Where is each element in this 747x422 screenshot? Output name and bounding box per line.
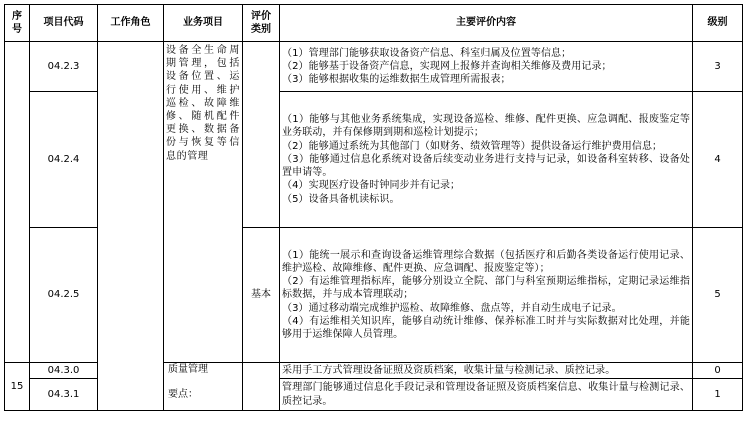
header-seq: 序 号 bbox=[5, 5, 30, 42]
content-cell bbox=[280, 228, 693, 363]
content-cell bbox=[280, 42, 693, 92]
seq-cell bbox=[5, 42, 30, 363]
header-row bbox=[5, 5, 743, 42]
code-cell: 04.3.0 bbox=[30, 363, 98, 379]
content-line: （5）设备具备机读标识。 bbox=[282, 193, 400, 205]
code-cell: 04.2.4 bbox=[30, 92, 98, 228]
content-cell bbox=[280, 92, 693, 228]
seq-cell: 15 bbox=[5, 363, 30, 411]
code-cell: 04.3.1 bbox=[30, 379, 98, 411]
business-cell: 设备全生命周期管理，包括设备位置、运行使用、维护巡检、故障维修、随机配件更换、数据备份与恢复等信息的管理 bbox=[164, 42, 243, 363]
content-line: （3）能够根据收集的运维数据生成管理所需报表； bbox=[282, 74, 511, 86]
content-line: （2）能够基于设备资产信息，实现网上报修并查询相关维修及费用记录； bbox=[282, 60, 612, 72]
content-line: （3）能够通过信息化系统对设备后续变动业务进行支持与记录，如设备科室转移、设备处置申请等。 bbox=[282, 153, 690, 179]
code-cell: 04.2.3 bbox=[30, 42, 98, 92]
content-cell bbox=[280, 363, 693, 379]
content-line: 管理部门能够通过信息化手段记录和管理设备证照及资质档案信息、收集计量与检测记录、质控记录。 bbox=[282, 382, 690, 407]
role-cell bbox=[98, 42, 164, 411]
level-cell: 1 bbox=[693, 379, 743, 411]
content-line: （2）能够通过系统为其他部门（如财务、绩效管理等）提供设备运行维护费用信息； bbox=[282, 140, 663, 152]
level-cell: 3 bbox=[693, 42, 743, 92]
content-line: 采用手工方式管理设备证照及资质档案，收集计量与检测记录、质控记录。 bbox=[282, 364, 616, 376]
content-line: （1）管理部门能够获取设备资产信息、科室归属及位置等信息； bbox=[282, 47, 572, 59]
business-title: 质量管理 bbox=[168, 364, 208, 375]
header-role: 工作角色 bbox=[98, 5, 164, 42]
code-cell: 04.2.5 bbox=[30, 228, 98, 363]
content-line: （1）能统一展示和查询设备运维管理综合数据（包括医疗和后勤各类设备运行使用记录、维护巡检、故障维修、配件更换、应急调配、报废鉴定等）； bbox=[282, 249, 690, 274]
business-cell bbox=[164, 363, 243, 411]
level-cell: 4 bbox=[693, 92, 743, 228]
header-category: 评价 类别 bbox=[243, 5, 280, 42]
content-line: （2）有运维管理指标库，能够分别设立全院、部门与科室预期运维指标，定期记录运维指标数据，并与成本管理联动； bbox=[282, 276, 690, 301]
header-code: 项目代码 bbox=[30, 5, 98, 42]
category-cell: 基本 bbox=[243, 228, 280, 363]
content-line: （4）实现医疗设备时钟同步并有记录； bbox=[282, 180, 461, 192]
content-cell bbox=[280, 379, 693, 411]
level-cell: 5 bbox=[693, 228, 743, 363]
header-level: 级别 bbox=[693, 5, 743, 42]
level-cell: 0 bbox=[693, 363, 743, 379]
category-top-cell bbox=[243, 42, 280, 228]
content-line: （1）能够与其他业务系统集成，实现设备巡检、维修、配件更换、应急调配、报废鉴定等业务联动，并有保修期到期和巡检计划提示； bbox=[282, 114, 690, 139]
content-line: （3）通过移动端完成维护巡检、故障维修、盘点等，并自动生成电子记录。 bbox=[282, 302, 622, 314]
header-business: 业务项目 bbox=[164, 5, 243, 42]
content-line: （4）有运维相关知识库，能够自动统计维修、保养标准工时并与实际数据对比处理，并能够用于运维保障人员管理。 bbox=[282, 315, 690, 340]
evaluation-table bbox=[4, 4, 743, 411]
category-cell bbox=[243, 363, 280, 411]
header-content: 主要评价内容 bbox=[280, 5, 693, 42]
table-row bbox=[5, 42, 743, 92]
business-subtitle: 要点： bbox=[168, 389, 198, 401]
